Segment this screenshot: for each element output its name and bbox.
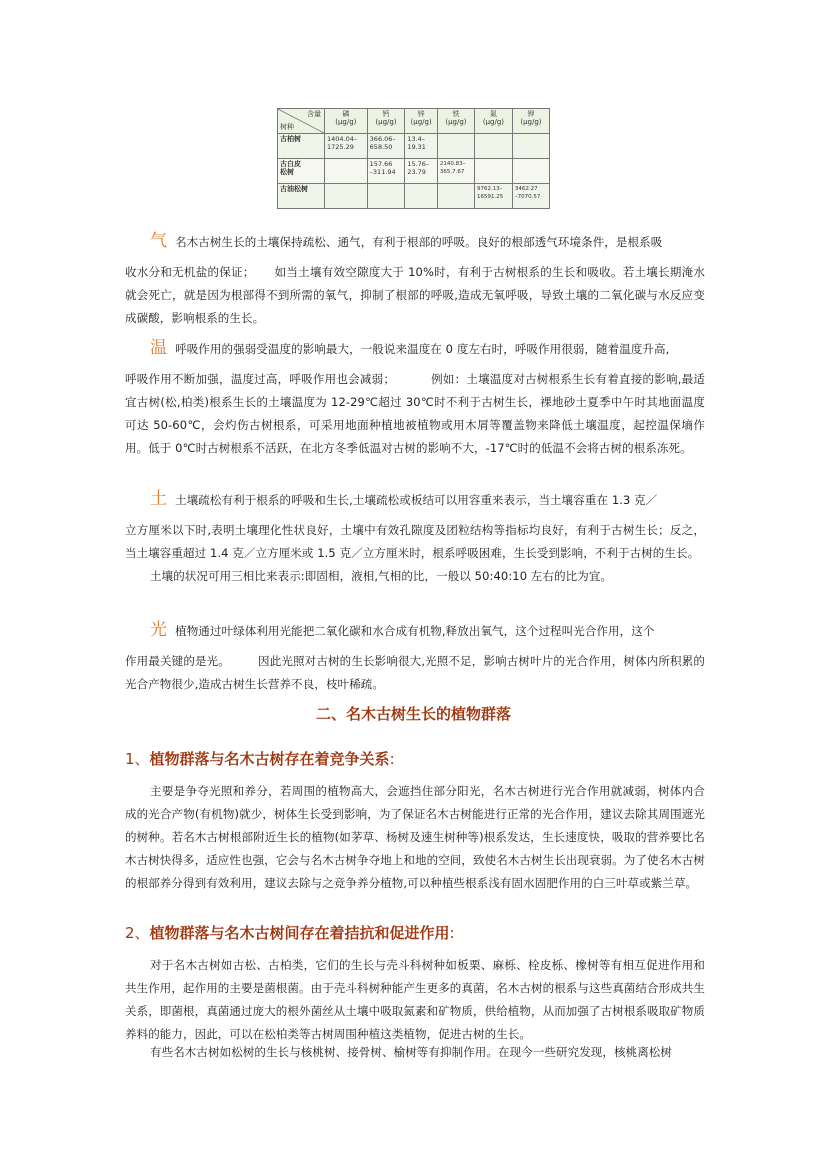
value-cell [367, 184, 405, 209]
value-cell [437, 184, 474, 209]
column-header: 钾 (μg/g) [512, 109, 549, 134]
table-row [278, 159, 550, 184]
paragraph-symbiosis: 对于名木古树如古松、古柏类，它们的生长与壳斗科树种如板栗、麻栎、栓皮栎、橡树等有相互促进作用和共生作用，起作用的主要是菌根菌。由于壳斗科树种能产生更多的真菌，名木古树的根系与这些真菌结合形成共生关系，即菌根，真菌通过庞大的根外菌丝从土壤中吸取氮素和矿物质，供给植物，从而加强了古树根系吸取矿物质养料的能力，因此，可以在松柏类等古树周围种植这类植物，促进古树的生长。 [125, 958, 705, 1041]
heading-text: 植物群落与名木古树存在着竞争关系 [149, 750, 390, 768]
table-header-row [278, 109, 550, 134]
section-guang [125, 617, 705, 696]
value-cell: 13.4– 19.31 [405, 134, 438, 159]
section-lead-char: 光 [150, 620, 168, 640]
value-cell [437, 134, 474, 159]
value-cell [325, 184, 368, 209]
element-content-table [277, 108, 550, 209]
section-wen [125, 335, 705, 460]
heading-text: 植物群落与名木古树间存在着拮抗和促进作用 [149, 924, 450, 942]
section-lead-char: 温 [150, 338, 168, 358]
section-lead-char: 气 [150, 231, 168, 251]
section-first-line: 名木古树生长的土壤保持疏松、通气，有利于根部的呼吸。良好的根部透气环境条件，是根系吸 [175, 235, 663, 249]
corner-label-top: 含量 [307, 110, 321, 118]
species-cell: 古油松树 [278, 184, 325, 209]
value-cell [512, 159, 549, 184]
section-text: 例如：土壤温度对古树根系生长有着直接的影响,最适宜古树(松,柏类)根系生长的土壤温度为 12-29℃超过 30℃时不利于古树生长，裸地砂土夏季中午时其地面温度可达 50-60℃，会灼伤古树根系，可采用地面种植地被植物或用木屑等覆盖物来降低土壤温度，起控温保墒作用。低于 0℃时古树根系不活跃，在北方冬季低温对古树的影响不大，-17℃时的低温不会将古树的根系冻死。 [125, 372, 705, 455]
column-header: 氮 (μg/g) [474, 109, 512, 134]
section-text: 立方厘米以下时,表明土壤理化性状良好，土壤中有效孔隙度及团粒结构等指标均良好，有利于古树生长；反之，当土壤容重超过 1.4 克／立方厘米或 1.5 克／立方厘米时，根系呼吸困难，生长受到影响，不利于古树的生长。 [125, 523, 705, 560]
section-qi [125, 228, 705, 330]
section-text: 呼吸作用不断加强，温度过高，呼吸作用也会减弱； [125, 372, 395, 386]
value-cell [325, 159, 368, 184]
heading-colon: : [449, 924, 455, 942]
section-text: 收水分和无机盐的保证； [125, 265, 255, 279]
value-cell: 3462.27 –7070.57 [512, 184, 549, 209]
heading-number: 1、 [125, 750, 150, 768]
section-tu [125, 486, 705, 588]
section-first-line: 植物通过叶绿体利用光能把二氧化碳和水合成有机物,释放出氧气，这个过程叫光合作用，这个 [175, 624, 655, 638]
heading-colon: : [389, 750, 395, 768]
value-cell [512, 134, 549, 159]
species-cell: 古白皮 松树 [278, 159, 325, 184]
column-header: 锌 (μg/g) [405, 109, 438, 134]
table-row [278, 184, 550, 209]
heading-number: 2、 [125, 924, 150, 942]
column-header: 铁 (μg/g) [437, 109, 474, 134]
species-cell: 古柏树 [278, 134, 325, 159]
column-header: 钙 (μg/g) [367, 109, 405, 134]
value-cell [405, 184, 438, 209]
chapter-title: 二、名木古树生长的植物群落 [315, 705, 511, 723]
corner-label-bottom: 树种 [280, 123, 294, 131]
section-text: 因此光照对古树的生长影响很大,光照不足，影响古树叶片的光合作用，树体内所积累的光合产物很少,造成古树生长营养不良，枝叶稀疏。 [125, 654, 705, 691]
section-first-line: 呼吸作用的强弱受温度的影响最大，一般说来温度在 0 度左右时，呼吸作用很弱，随着温度升高, [175, 342, 670, 356]
value-cell: 1404.04– 1725.29 [325, 134, 368, 159]
section-text-extra: 土壤的状况可用三相比来表示:即固相，液相,气相的比，一般以 50:40:10 左右的比为宜。 [150, 569, 613, 583]
section-text: 如当土壤有效空隙度大于 10%时，有利于古树根系的生长和吸收。若土壤长期淹水就会死亡，就是因为根部得不到所需的氧气，抑制了根部的呼吸,造成无氧呼吸，导致土壤的二氧化碳与水反应变成碳酸，影响根系的生长。 [125, 265, 705, 325]
value-cell [474, 159, 512, 184]
section-lead-char: 土 [150, 489, 168, 509]
table-row [278, 134, 550, 159]
subsection-heading-1 [125, 748, 395, 769]
value-cell: 2140.83– 365.7.67 [437, 159, 474, 184]
value-cell: 366.06– 658.50 [367, 134, 405, 159]
paragraph-competition: 主要是争夺光照和养分，若周围的植物高大，会遮挡住部分阳光，名木古树进行光合作用就减弱，树体内合成的光合产物(有机物)就少，树体生长受到影响，为了保证名木古树能进行正常的光合作用，建议去除其周围遮光的树种。若名木古树根部附近生长的植物(如茅草、杨树及速生树种等)根系发达，生长速度快，吸取的营养要比名木古树快得多，适应性也强，它会与名木古树争夺地上和地的空间，致使名木古树生长出现衰弱。为了使名木古树的根部养分得到有效利用，建议去除与之竞争养分植物,可以种植些根系浅有固水固肥作用的白三叶草或紫兰草。 [125, 784, 705, 890]
section-text: 作用最关键的是光。 [125, 654, 230, 668]
table-corner-cell [278, 109, 325, 134]
section-first-line: 土壤疏松有利于根系的呼吸和生长,土壤疏松或板结可以用容重来表示，当土壤容重在 1.3 克／ [175, 493, 658, 507]
column-header: 磷 (μg/g) [325, 109, 368, 134]
value-cell [474, 134, 512, 159]
paragraph-inhibition: 有些名木古树如松树的生长与核桃树、接骨树、榆树等有抑制作用。在现今一些研究发现，核桃离松树 [150, 1045, 672, 1059]
value-cell: 157.66 –311.94 [367, 159, 405, 184]
value-cell: 9762.13– 16591.25 [474, 184, 512, 209]
subsection-heading-2 [125, 922, 455, 943]
value-cell: 15.76– 23.79 [405, 159, 438, 184]
